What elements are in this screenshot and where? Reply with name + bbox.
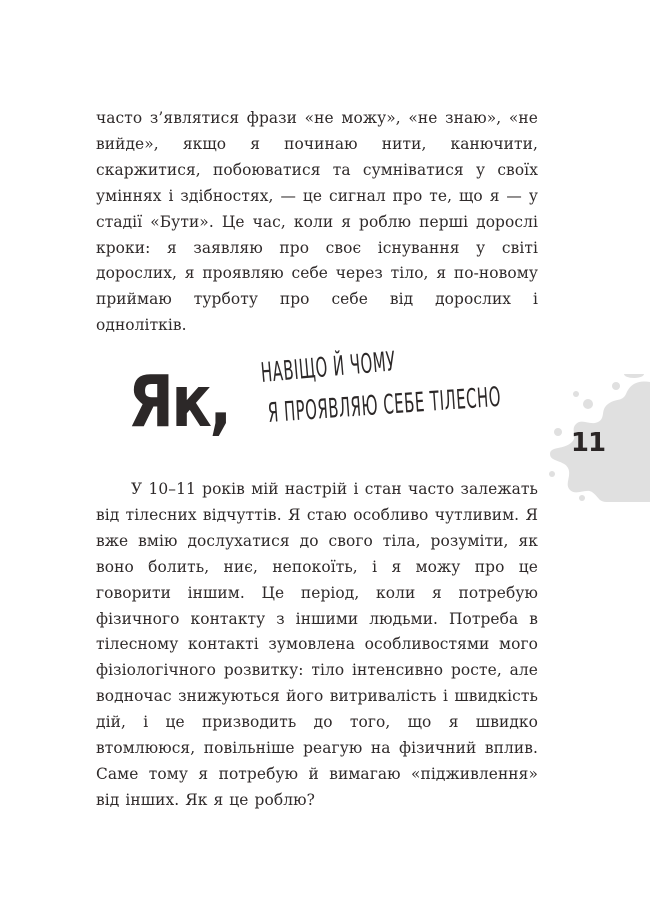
section-heading (128, 346, 548, 457)
heading-subline-2: Я ПРОЯВЛЯЮ СЕБЕ ТІЛЕСНО (266, 381, 503, 429)
body-paragraph-intro: часто з’являтися фрази «не можу», «не знаю», «не вийде», якщо я починаю нити, канючити, скаржитися, побоюватися та сумніватися у своїх уміннях і здібностях, — це сигнал про те, що я — у стадії «Бути». Це час, коли я роблю перші дорослі кроки: я заявляю про своє існування у світі дорослих, я проявляю себе через тіло, я по-новому приймаю турботу про себе від дорослих і однолітків. (96, 109, 538, 335)
body-paragraph-main: У 10–11 років мій настрій і стан часто залежать від тілесних відчуттів. Я стаю особливо чутливим. Я вже вмію дослухатися до свого тіла, розуміти, як воно болить, ниє, непокоїть, і я можу про це говорити іншим. Це період, коли я потребую фізичного контакту з іншими людьми. Потреба в тілесному контакті зумовлена особливостями мого фізіологічного розвитку: тіло інтенсивно росте, але водночас знижуються його витривалість і швидкість дій, і це призводить до того, що я швидко втомлююся, повільніше реагую на фізичний вплив. Саме тому я потребую й вимагаю «підживлення» від інших. Як я це роблю? (96, 480, 538, 809)
heading-main-word: Як, (128, 360, 230, 443)
page-number: 11 (570, 428, 606, 458)
heading-subline-1: НАВІЩО Й ЧОМУ (259, 346, 398, 389)
